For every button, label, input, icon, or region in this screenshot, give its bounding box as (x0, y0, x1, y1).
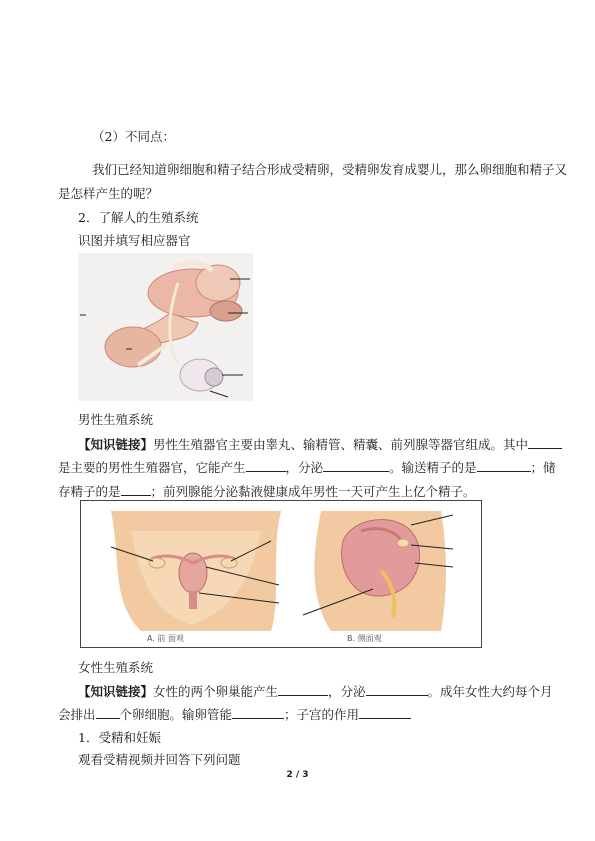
blank-storage[interactable] (121, 483, 151, 496)
female-link-text-1c: 。成年女性大约每个月 (427, 684, 553, 699)
intro-line-2: 是怎样产生的呢？ (58, 186, 159, 201)
female-link-text-2c: ；子宫的作用 (284, 707, 360, 722)
caption-side-view: B. 侧面观 (347, 634, 382, 643)
blank-uterus-function[interactable] (359, 706, 411, 719)
male-link-text-2c: 。输送精子的是 (389, 460, 477, 475)
male-reproductive-figure (78, 253, 253, 401)
page-number: 2 / 3 (286, 770, 309, 780)
blank-ovary-secretes[interactable] (366, 683, 428, 696)
female-anatomy-illustration (81, 501, 481, 647)
male-link-line-2 (58, 459, 556, 476)
blank-oviduct-function[interactable] (232, 706, 284, 719)
blank-main-organ[interactable] (528, 436, 562, 449)
female-link-line-1 (78, 683, 553, 700)
female-link-text-2b: 个卵细胞。输卵管能 (119, 707, 233, 722)
instruction-text: 识图并填写相应器官 (78, 233, 191, 248)
blank-egg-count[interactable] (96, 706, 120, 719)
female-link-text-2a: 会排出 (58, 707, 96, 722)
video-task-text: 观看受精视频并回答下列问题 (78, 752, 241, 767)
differences-heading: （2）不同点： (92, 129, 175, 144)
male-anatomy-illustration (78, 253, 253, 401)
male-link-text-2d: ；储 (530, 460, 556, 475)
intro-line-1: 我们已经知道卵细胞和精子结合形成受精卵，受精卵发育成婴儿，那么卵细胞和精子又 (92, 162, 568, 177)
male-link-line-3 (58, 483, 476, 500)
male-link-line-1 (78, 436, 562, 453)
female-system-title: 女性生殖系统 (78, 660, 154, 675)
female-reproductive-figure (80, 500, 482, 648)
male-link-text-3a: 存精子的是 (58, 484, 121, 499)
female-link-text-1a: 女性的两个卵巢能产生 (153, 684, 279, 699)
section-2-heading: 2．了解人的生殖系统 (78, 210, 199, 225)
section-1-heading: 1．受精和妊娠 (78, 730, 161, 745)
male-system-title: 男性生殖系统 (78, 412, 154, 427)
blank-produces[interactable] (246, 459, 286, 472)
male-link-text-2b: ，分泌 (285, 460, 324, 475)
caption-front-view: A. 前 面观 (147, 634, 184, 643)
male-link-text-3b: ；前列腺能分泌黏液健康成年男性一天可产生上亿个精子。 (150, 484, 476, 499)
blank-ovary-produces[interactable] (278, 683, 328, 696)
female-link-text-1b: ，分泌 (328, 684, 366, 699)
blank-secretes[interactable] (323, 459, 389, 472)
female-link-line-2 (58, 706, 411, 723)
blank-transport[interactable] (477, 459, 531, 472)
male-link-label: 【知识链接】 (78, 437, 154, 452)
female-link-label: 【知识链接】 (78, 684, 154, 699)
male-link-text-1: 男性生殖器官主要由睾丸、输精管、精囊、前列腺等器官组成。其中 (153, 437, 529, 452)
male-link-text-2a: 是主要的男性生殖器官，它能产生 (58, 460, 246, 475)
